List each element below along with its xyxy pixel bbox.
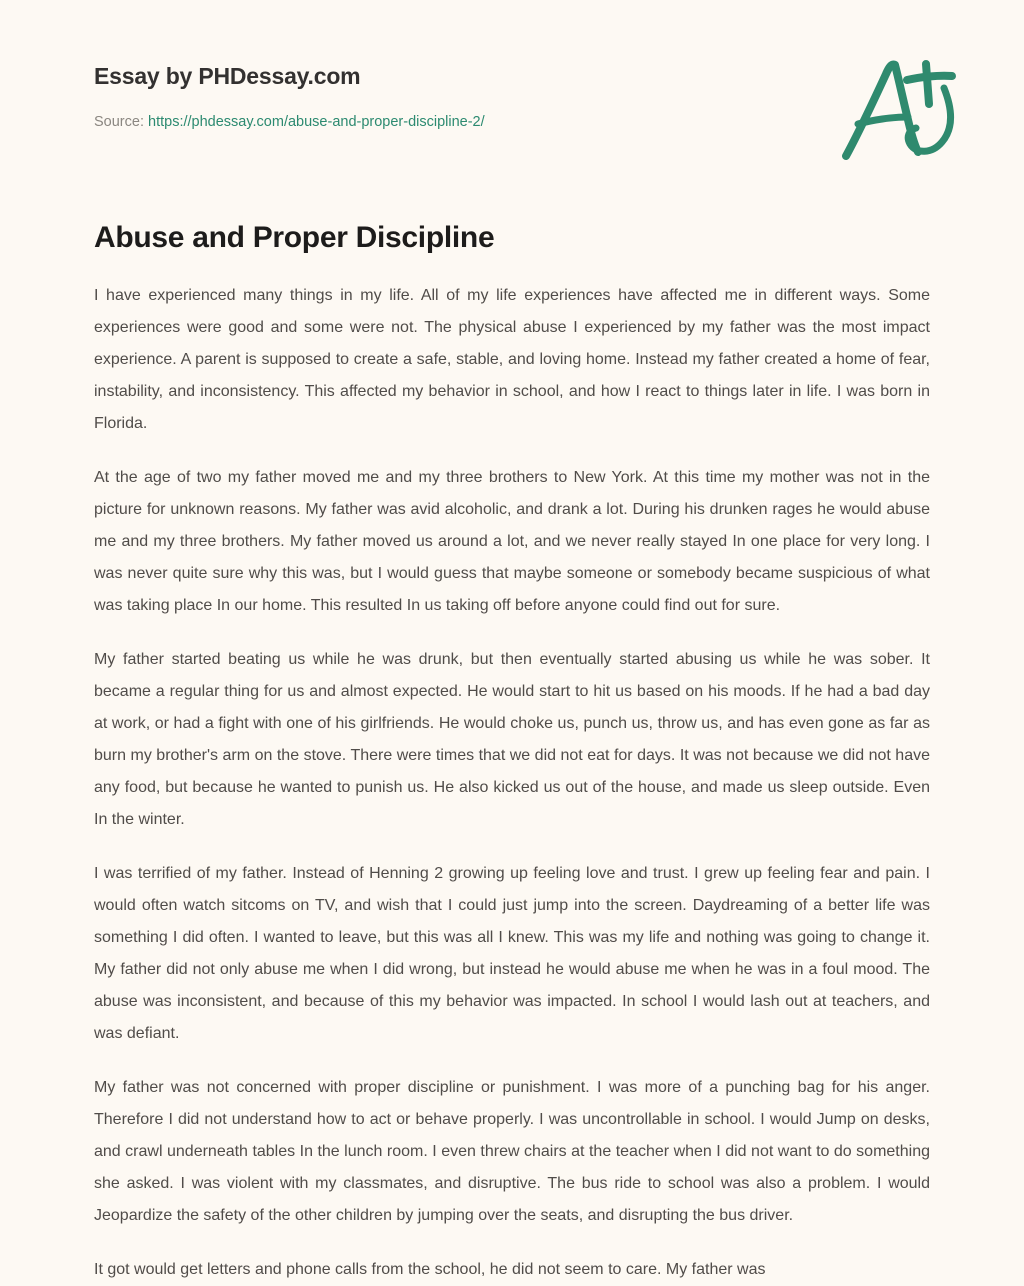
essay-body bbox=[0, 280, 1024, 1286]
essay-paragraph: I have experienced many things in my life. All of my life experiences have affected me in different ways. Some experiences were good and some were not. The physical abuse I experienced by my father was the most impact experience. A parent is supposed to create a safe, stable, and loving home. Instead my father created a home of fear, instability, and inconsistency. This affected my behavior in school, and how I react to things later in life. I was born in Florida. bbox=[94, 287, 930, 432]
page-header bbox=[0, 0, 1024, 150]
aplus-logo-icon bbox=[834, 52, 966, 164]
source-line bbox=[94, 112, 930, 132]
source-label: Source: bbox=[94, 114, 144, 130]
essay-paragraph: I was terrified of my father. Instead of Henning 2 growing up feeling love and trust. I grew up feeling fear and pain. I would often watch sitcoms on TV, and wish that I could just jump into the screen. Daydreaming of a better life was something I did often. I wanted to leave, but this was all I knew. This was my life and nothing was going to change it. My father did not only abuse me when I did wrong, but instead he would abuse me when he was in a foul mood. The abuse was inconsistent, and because of this my behavior was impacted. In school I would lash out at teachers, and was defiant. bbox=[94, 865, 930, 1042]
essay-paragraph: It got would get letters and phone calls from the school, he did not seem to care. My father was bbox=[94, 1261, 766, 1278]
brand-title: Essay by PHDessay.com bbox=[94, 63, 361, 89]
essay-paragraph: At the age of two my father moved me and my three brothers to New York. At this time my mother was not in the picture for unknown reasons. My father was avid alcoholic, and drank a lot. During his drunken rages he would abuse me and my three brothers. My father moved us around a lot, and we never really stayed In one place for very long. I was never quite sure why this was, but I would guess that maybe someone or somebody became suspicious of what was taking place In our home. This resulted In us taking off before anyone could find out for sure. bbox=[94, 469, 930, 614]
essay-paragraph: My father started beating us while he was drunk, but then eventually started abusing us while he was sober. It became a regular thing for us and almost expected. He would start to hit us based on his moods. If he had a bad day at work, or had a fight with one of his girlfriends. He would choke us, punch us, throw us, and has even gone as far as burn my brother's arm on the stove. There were times that we did not eat for days. It was not because we did not have any food, but because he wanted to punish us. He also kicked us out of the house, and made us sleep outside. Even In the winter. bbox=[94, 651, 930, 828]
essay-paragraph: My father was not concerned with proper discipline or punishment. I was more of a punching bag for his anger. Therefore I did not understand how to act or behave properly. I was uncontrollable in school. I would Jump on desks, and crawl underneath tables In the lunch room. I even threw chairs at the teacher when I did not want to do something she asked. I was violent with my classmates, and disruptive. The bus ride to school was also a problem. I would Jeopardize the safety of the other children by jumping over the seats, and disrupting the bus driver. bbox=[94, 1079, 930, 1224]
page-title: Abuse and Proper Discipline bbox=[94, 221, 495, 254]
source-url-link[interactable]: https://phdessay.com/abuse-and-proper-discipline-2/ bbox=[148, 114, 485, 130]
